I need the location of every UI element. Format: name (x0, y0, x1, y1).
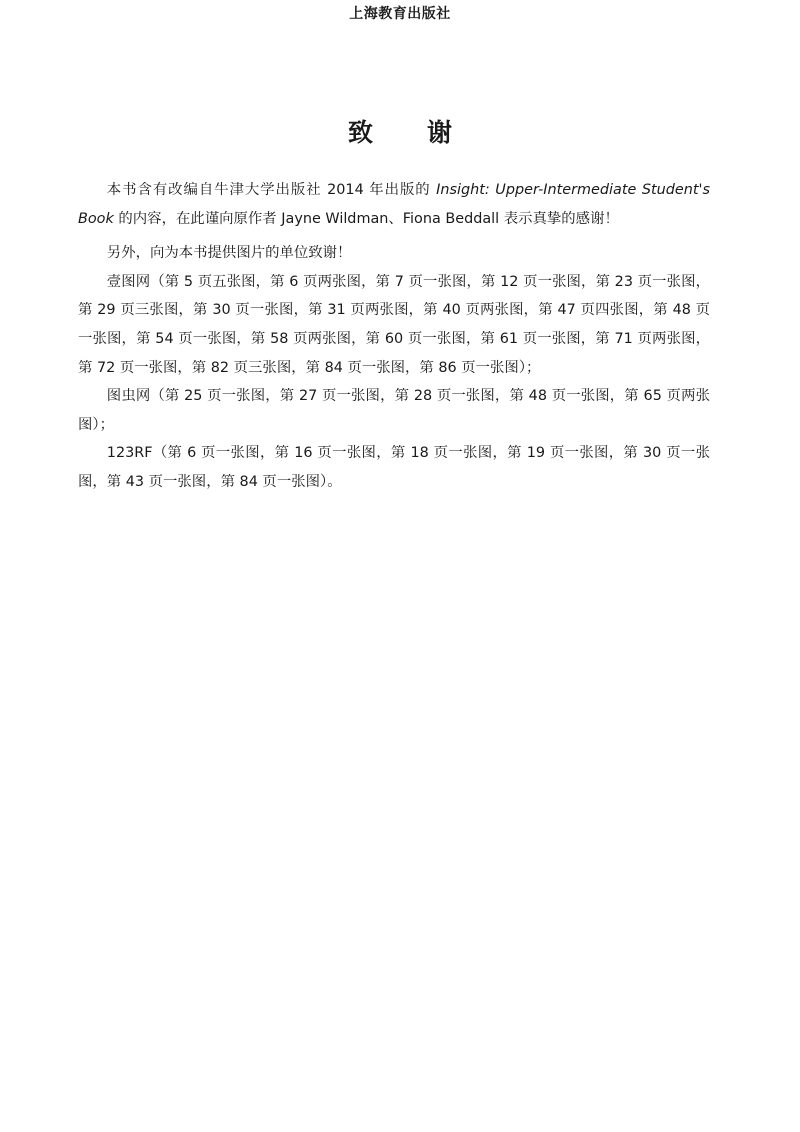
acknowledgement-body (78, 176, 710, 497)
paragraph-image-thanks: 另外，向为本书提供图片的单位致谢！ (106, 245, 352, 262)
title-char-1: 致 (347, 118, 373, 147)
paragraph-credit-tuchong: 图虫网（第 25 页一张图，第 27 页一张图，第 28 页一张图，第 48 页一张图，第 65 页两张图）； (78, 388, 710, 433)
book-title: Insight: Upper-Intermediate Student's Book (78, 182, 710, 227)
title-char-2: 谢 (427, 118, 453, 147)
paragraph-credit-yitu: 壹图网（第 5 页五张图，第 6 页两张图，第 7 页一张图，第 12 页一张图，第 23 页一张图，第 29 页三张图，第 30 页一张图，第 31 页两张图，第 40 页两张图，第 47 页四张图，第 48 页一张图，第 54 页一张图，第 58 页两张图，第 60 页一张图，第 61 页一张图，第 71 页两张图，第 72 页一张图，第 82 页三张图，第 84 页一张图，第 86 页一张图）； (78, 273, 710, 376)
page-title (0, 113, 800, 149)
page-header-publisher: 上海教育出版社 (349, 6, 451, 22)
paragraph-text: 的内容，在此谨向原作者 Jayne Wildman、Fiona Beddall 表示真挚的感谢！ (113, 210, 619, 227)
paragraph-text: 本书含有改编自牛津大学出版社 2014 年出版的 (106, 182, 437, 198)
paragraph-credit-123rf: 123RF（第 6 页一张图，第 16 页一张图，第 18 页一张图，第 19 页一张图，第 30 页一张图，第 43 页一张图，第 84 页一张图）。 (78, 445, 710, 490)
paragraph-source-book (78, 176, 710, 233)
